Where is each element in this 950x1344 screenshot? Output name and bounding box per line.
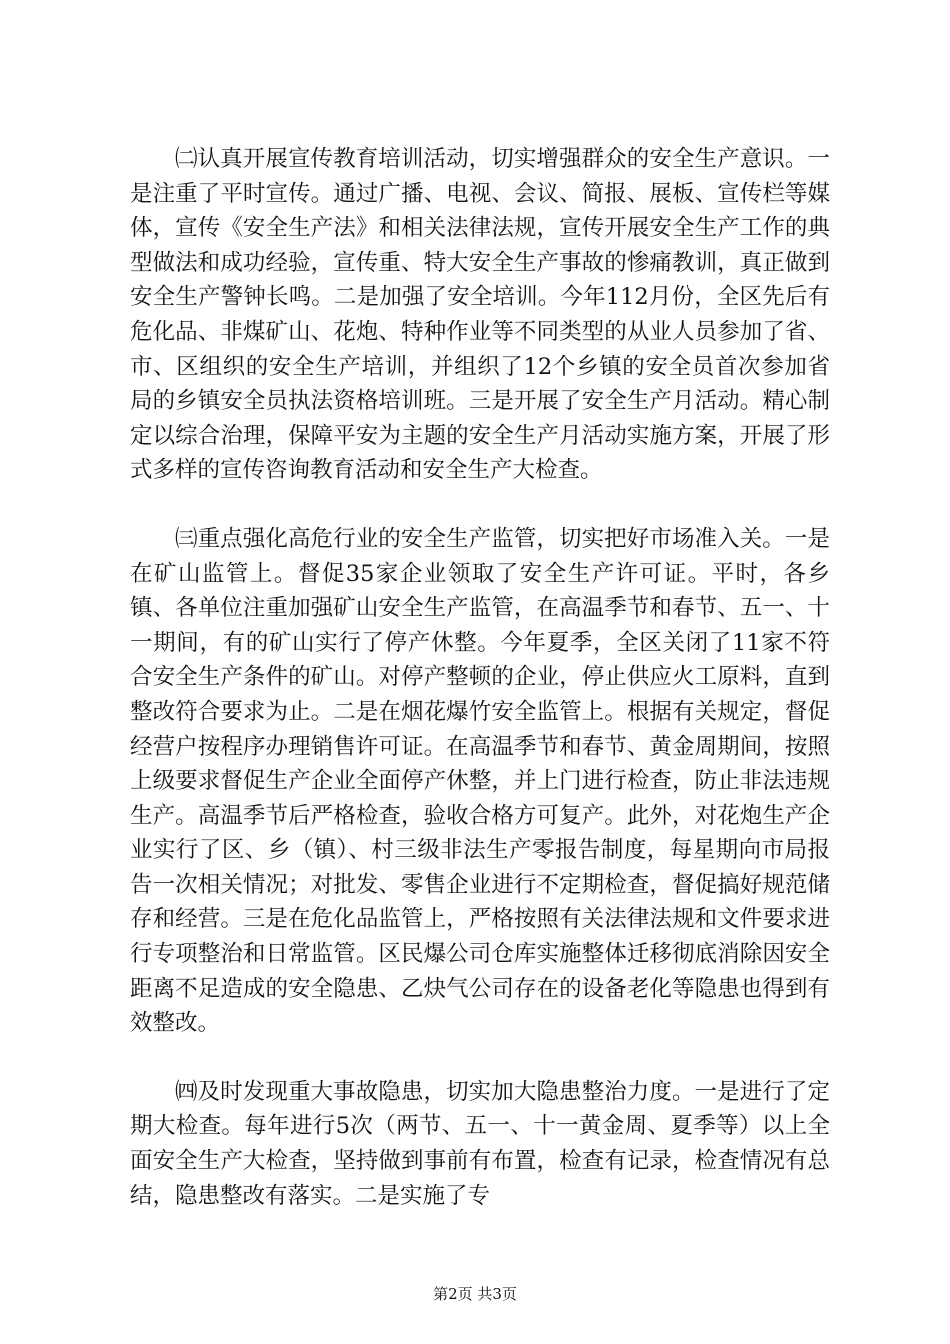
paragraph-hazard-inspection: ㈣及时发现重大事故隐患，切实加大隐患整治力度。一是进行了定期大检查。每年进行5次（两节、五一、十一黄金周、夏季等）以上全面安全生产大检查，坚持做到事前有布置，检查有记录，检查情况有总结，隐患整改有落实。二是实施了专 (130, 1078, 830, 1209)
paragraph-training: ㈡认真开展宣传教育培训活动，切实增强群众的安全生产意识。一是注重了平时宣传。通过广播、电视、会议、简报、展板、宣传栏等媒体，宣传《安全生产法》和相关法律法规，宣传开展安全生产工作的典型做法和成功经验，宣传重、特大安全生产事故的惨痛教训，真正做到安全生产警钟长鸣。二是加强了安全培训。今年112月份，全区先后有危化品、非煤矿山、花炮、特种作业等不同类型的从业人员参加了省、市、区组织的安全生产培训，并组织了12个乡镇的安全员首次参加省局的乡镇安全员执法资格培训班。三是开展了安全生产月活动。精心制定以综合治理，保障平安为主题的安全生产月活动实施方案，开展了形式多样的宣传咨询教育活动和安全生产大检查。 (130, 146, 830, 484)
page-footer: 第2页 共3页 (433, 1285, 517, 1303)
document-body (130, 142, 830, 1213)
paragraph-high-risk-supervision: ㈢重点强化高危行业的安全生产监管，切实把好市场准入关。一是在矿山监管上。督促35家企业领取了安全生产许可证。平时，各乡镇、各单位注重加强矿山安全生产监管，在高温季节和春节、五一、十一期间，有的矿山实行了停产休整。今年夏季，全区关闭了11家不符合安全生产条件的矿山。对停产整顿的企业，停止供应火工原料，直到整改符合要求为止。二是在烟花爆竹安全监管上。根据有关规定，督促经营户按程序办理销售许可证。在高温季节和春节、黄金周期间，按照上级要求督促生产企业全面停产休整，并上门进行检查，防止非法违规生产。高温季节后严格检查，验收合格方可复产。此外，对花炮生产企业实行了区、乡（镇）、村三级非法生产零报告制度，每星期向市局报告一次相关情况；对批发、零售企业进行不定期检查，督促搞好规范储存和经营。三是在危化品监管上，严格按照有关法律法规和文件要求进行专项整治和日常监管。区民爆公司仓库实施整体迁移彻底消除因安全距离不足造成的安全隐患、乙炔气公司存在的设备老化等隐患也得到有效整改。 (130, 525, 830, 1037)
